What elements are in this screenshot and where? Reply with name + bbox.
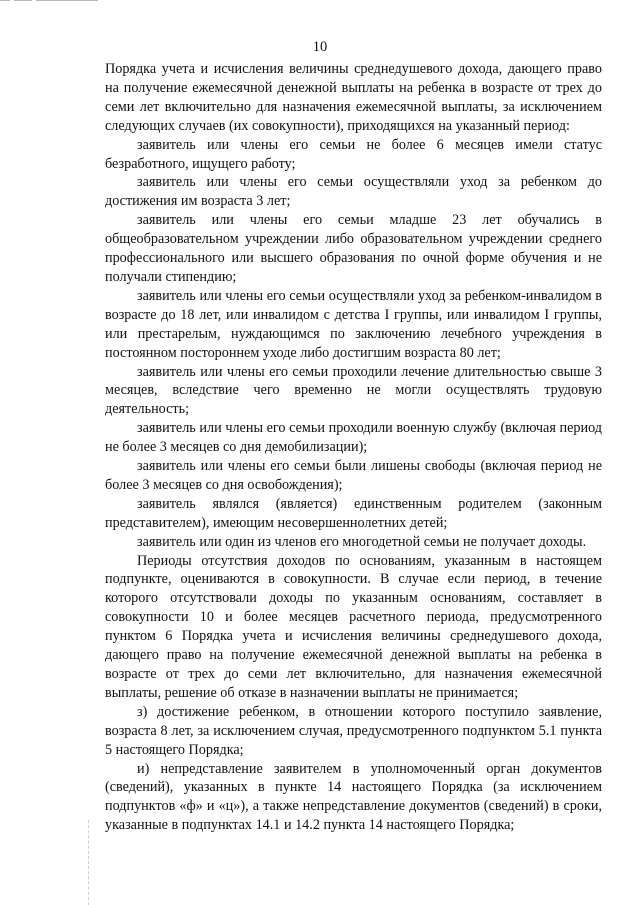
paragraph: заявитель или члены его семьи не более 6 месяцев имели статус безработного, ищущего работу; — [105, 136, 602, 172]
paragraph: заявитель или один из членов его многодетной семьи не получает доходы. — [137, 533, 587, 550]
binding-margin-line — [88, 820, 90, 905]
paragraph: заявитель или члены его семьи были лишены свободы (включая период не более 3 месяцев со дня освобождения); — [105, 458, 602, 493]
paragraph: заявитель или члены его семьи осуществляли уход за ребенком до достижения им возраста 3 лет; — [105, 174, 602, 210]
document-body — [105, 60, 602, 835]
paragraph: Порядка учета и исчисления величины среднедушевого дохода, дающего право на получение ежемесячной денежной выплаты на ребенка в возрасте от трех до семи лет включительно для назначения ежемесячной выплаты, за исключением следующих случаев (их совокупности), приходящихся на указанный период: — [105, 61, 602, 134]
paragraph: и) непредставление заявителем в уполномоченный орган документов (сведений), указанных в пункте 14 настоящего Порядка (за исключением подпунктов «ф» и «ц»), а также непредставление документов (сведений) в сроки, указанные в подпунктах 14.1 и 14.2 пункта 14 настоящего Порядка; — [105, 760, 602, 834]
paragraph: з) достижение ребенком, в отношении которого поступило заявление, возраста 8 лет, за исключением случая, предусмотренного подпунктом 5.1 пункта 5 настоящего Порядка; — [105, 703, 602, 758]
paragraph: заявитель являлся (является) единственным родителем (законным представителем), имеющим несовершеннолетних детей; — [105, 495, 602, 531]
top-edge-rule-segment — [0, 0, 10, 1]
paragraph: заявитель или члены его семьи проходили военную службу (включая период не более 3 месяцев со дня демобилизации); — [105, 420, 602, 456]
paragraph: заявитель или члены его семьи проходили лечение длительностью свыше 3 месяцев, вследствие чего временно не могли осуществлять трудовую деятельность; — [105, 363, 602, 418]
top-edge-rule-segment — [36, 0, 98, 1]
top-edge-rule-segment — [14, 0, 32, 1]
page-number: 10 — [312, 39, 328, 55]
paragraph: заявитель или члены его семьи осуществляли уход за ребенком-инвалидом в возрасте до 18 лет, или инвалидом с детства I группы, или инвалидом I группы, или престарелым, нуждающимся по заключению лечебного учреждения в постоянном постороннем уходе либо достигшим возраста 80 лет; — [105, 287, 602, 361]
top-edge-rule — [0, 0, 640, 2]
paragraph: заявитель или члены его семьи младше 23 лет обучались в общеобразовательном учреждении либо образовательном учреждении среднего профессионального или высшего образования по очной форме обучения и не получали стипендию; — [105, 212, 602, 285]
paragraph: Периоды отсутствия доходов по основаниям, указанным в настоящем подпункте, оцениваются в совокупности. В случае если период, в течение которого отсутствовали доходы по указанным основаниям, составляет в совокупности 10 и более месяцев расчетного периода, предусмотренного пунктом 6 Порядка учета и исчисления величины среднедушевого дохода, дающего право на получение ежемесячной денежной выплаты на ребенка в возрасте от трех до семи лет включительно, для назначения ежемесячной выплаты, решение об отказе в назначении выплаты не принимается; — [105, 552, 602, 701]
